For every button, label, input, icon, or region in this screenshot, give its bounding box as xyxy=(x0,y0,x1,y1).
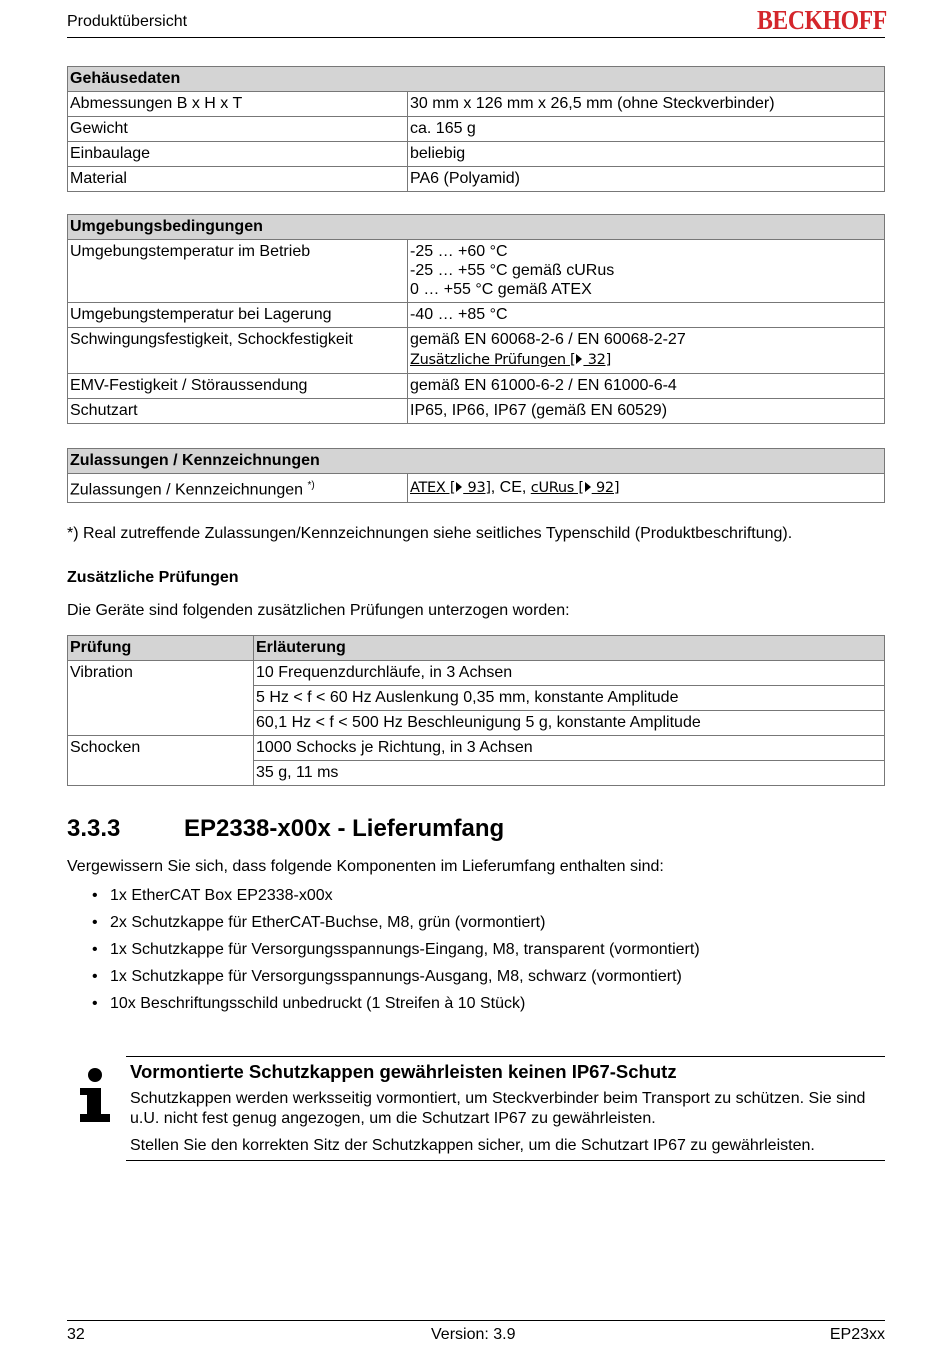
table-row xyxy=(68,399,885,424)
link-text: Zusätzliche Prüfungen [ xyxy=(410,352,576,368)
bullet: • xyxy=(92,941,98,958)
list-item-text: 1x Schutzkappe für Versorgungsspannungs-Eingang, M8, transparent (vormontiert) xyxy=(110,941,700,958)
link-page: 92] xyxy=(591,480,620,496)
bullet: • xyxy=(92,968,98,985)
atex-link[interactable] xyxy=(410,480,491,496)
table-row xyxy=(68,328,885,374)
list-item-text: 1x Schutzkappe für Versorgungsspannungs-Ausgang, M8, schwarz (vormontiert) xyxy=(110,968,682,985)
op-temp-line: -25 … +60 °C xyxy=(410,243,508,260)
spec-label: EMV-Festigkeit / Störaussendung xyxy=(68,374,408,399)
note-title: Vormontierte Schutzkappen gewährleisten keinen IP67-Schutz xyxy=(130,1061,677,1082)
bullet: • xyxy=(92,914,98,931)
additional-tests-heading: Zusätzliche Prüfungen xyxy=(67,569,239,586)
footer-divider xyxy=(67,1320,885,1321)
column-header-description: Erläuterung xyxy=(254,636,885,661)
arrow-right-icon xyxy=(576,354,582,364)
footnote: *) Real zutreffende Zulassungen/Kennzeichnungen siehe seitliches Typenschild (Produktbeschriftung). xyxy=(67,525,793,542)
test-description: 35 g, 11 ms xyxy=(254,761,885,786)
spec-value xyxy=(408,328,885,374)
link-page: 32] xyxy=(583,352,611,368)
spec-label: Material xyxy=(68,167,408,192)
additional-tests-link[interactable] xyxy=(410,351,882,370)
list-item xyxy=(67,936,700,963)
table-row xyxy=(68,736,885,761)
table-row xyxy=(68,240,885,303)
table-row xyxy=(68,167,885,192)
column-header-test: Prüfung xyxy=(68,636,254,661)
link-text: cURus [ xyxy=(530,480,584,496)
arrow-right-icon xyxy=(456,482,462,492)
environment-table xyxy=(67,214,885,424)
table-title: Gehäusedaten xyxy=(68,67,885,92)
page-number: 32 xyxy=(67,1326,85,1343)
ce-mark-text: , CE, xyxy=(490,479,531,496)
tests-table xyxy=(67,635,885,786)
spec-label: Umgebungstemperatur im Betrieb xyxy=(68,240,408,303)
list-item-text: 1x EtherCAT Box EP2338-x00x xyxy=(110,887,333,904)
section-title: EP2338-x00x - Lieferumfang xyxy=(184,815,505,842)
table-row xyxy=(68,142,885,167)
note-top-rule xyxy=(126,1056,885,1057)
header-divider xyxy=(67,37,885,38)
spec-label: Gewicht xyxy=(68,117,408,142)
op-temp-line: -25 … +55 °C gemäß cURus xyxy=(410,262,615,279)
table-title: Zulassungen / Kennzeichnungen xyxy=(68,449,885,474)
document-version: Version: 3.9 xyxy=(431,1326,516,1343)
document-name: EP23xx xyxy=(829,1326,885,1343)
table-row xyxy=(68,474,885,503)
spec-value: beliebig xyxy=(408,142,885,167)
spec-value: 30 mm x 126 mm x 26,5 mm (ohne Steckverbinder) xyxy=(408,92,885,117)
approvals-table xyxy=(67,448,885,503)
scope-of-delivery-list xyxy=(67,882,700,1017)
test-description: 60,1 Hz < f < 500 Hz Beschleunigung 5 g, konstante Amplitude xyxy=(254,711,885,736)
test-name: Vibration xyxy=(68,661,254,736)
housing-data-table xyxy=(67,66,885,192)
spec-label: Umgebungstemperatur bei Lagerung xyxy=(68,303,408,328)
section-number: 3.3.3 xyxy=(67,815,121,842)
footnote-marker: *) xyxy=(307,480,315,491)
vibration-standard: gemäß EN 60068-2-6 / EN 60068-2-27 xyxy=(410,331,686,348)
table-header-row xyxy=(68,636,885,661)
spec-value: gemäß EN 61000-6-2 / EN 61000-6-4 xyxy=(408,374,885,399)
spec-value: PA6 (Polyamid) xyxy=(408,167,885,192)
approvals-label: Zulassungen / Kennzeichnungen xyxy=(70,481,304,499)
list-item xyxy=(67,909,700,936)
spec-value: -40 … +85 °C xyxy=(408,303,885,328)
spec-label xyxy=(68,474,408,503)
note-bottom-rule xyxy=(126,1160,885,1161)
bullet: • xyxy=(92,995,98,1012)
beckhoff-logo: BECKHOFF xyxy=(757,5,887,35)
test-description: 10 Frequenzdurchläufe, in 3 Achsen xyxy=(254,661,885,686)
spec-label: Schutzart xyxy=(68,399,408,424)
arrow-right-icon xyxy=(585,482,591,492)
header-section-title: Produktübersicht xyxy=(67,13,188,30)
bullet: • xyxy=(92,887,98,904)
spec-value: IP65, IP66, IP67 (gemäß EN 60529) xyxy=(408,399,885,424)
test-name: Schocken xyxy=(68,736,254,786)
curus-link[interactable] xyxy=(531,480,619,496)
table-row xyxy=(68,92,885,117)
list-item-text: 2x Schutzkappe für EtherCAT-Buchse, M8, grün (vormontiert) xyxy=(110,914,546,931)
table-row xyxy=(68,117,885,142)
spec-label: Abmessungen B x H x T xyxy=(68,92,408,117)
info-icon xyxy=(80,1068,110,1124)
spec-value xyxy=(408,474,885,503)
link-page: 93] xyxy=(463,480,491,496)
note-body-instruction: Stellen Sie den korrekten Sitz der Schutzkappen sicher, um die Schutzart IP67 zu gewährleisten. xyxy=(130,1137,815,1154)
list-item-text: 10x Beschriftungsschild unbedruckt (1 Streifen à 10 Stück) xyxy=(110,995,526,1012)
table-row xyxy=(68,661,885,686)
link-text: ATEX [ xyxy=(410,480,456,496)
test-description: 5 Hz < f < 60 Hz Auslenkung 0,35 mm, konstante Amplitude xyxy=(254,686,885,711)
table-title: Umgebungsbedingungen xyxy=(68,215,885,240)
spec-label: Einbaulage xyxy=(68,142,408,167)
spec-value xyxy=(408,240,885,303)
list-item xyxy=(67,990,700,1017)
note-body: Schutzkappen werden werksseitig vormontiert, um Steckverbinder beim Transport zu schützen. Sie sind u.U. nicht fest genug angezogen, um die Schutzart IP67 zu gewährleisten. xyxy=(130,1090,866,1127)
spec-label: Schwingungsfestigkeit, Schockfestigkeit xyxy=(68,328,408,374)
table-row xyxy=(68,374,885,399)
spec-value: ca. 165 g xyxy=(408,117,885,142)
list-item xyxy=(67,882,700,909)
test-description: 1000 Schocks je Richtung, in 3 Achsen xyxy=(254,736,885,761)
section-intro: Vergewissern Sie sich, dass folgende Komponenten im Lieferumfang enthalten sind: xyxy=(67,858,664,875)
table-row xyxy=(68,303,885,328)
list-item xyxy=(67,963,700,990)
additional-tests-intro: Die Geräte sind folgenden zusätzlichen Prüfungen unterzogen worden: xyxy=(67,602,570,619)
op-temp-line: 0 … +55 °C gemäß ATEX xyxy=(410,281,592,298)
